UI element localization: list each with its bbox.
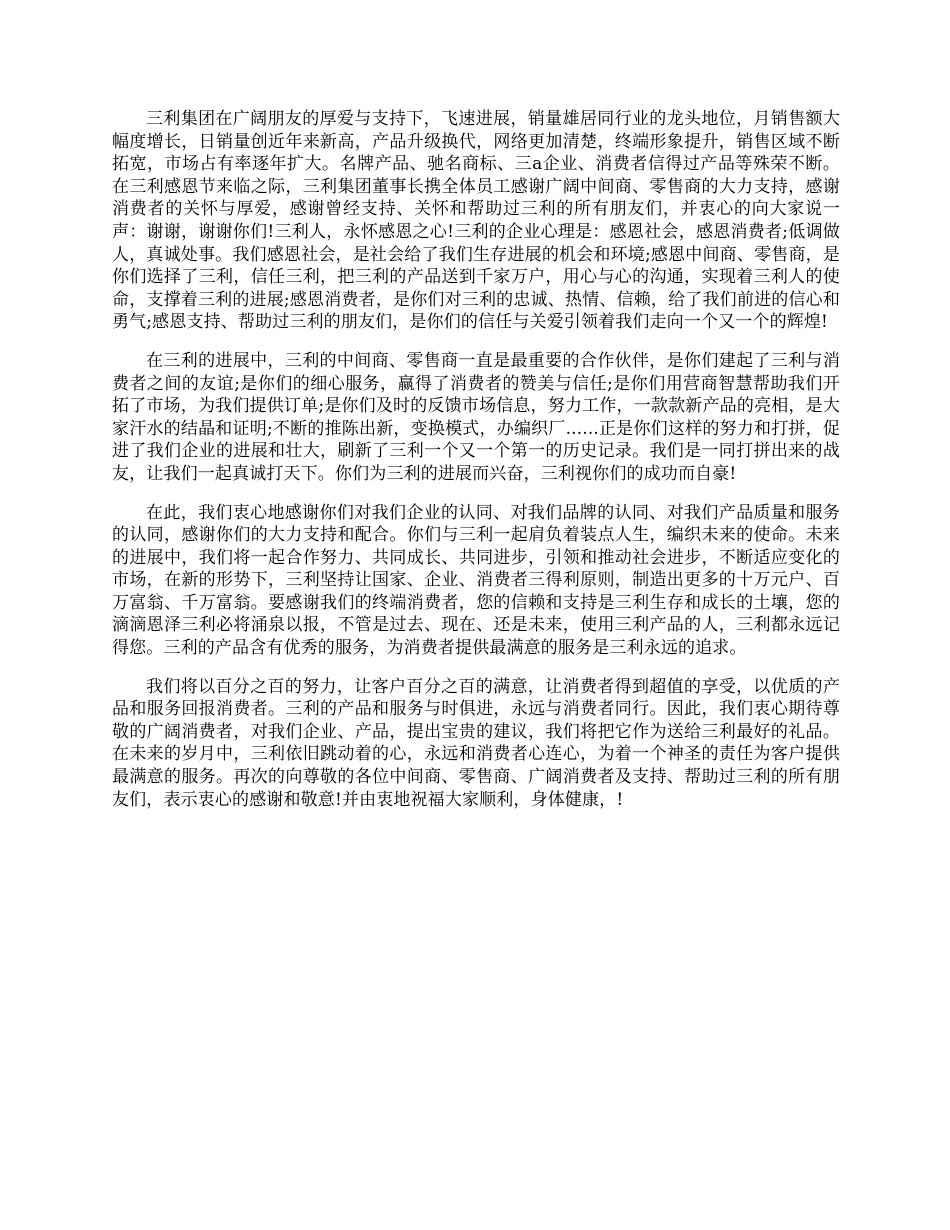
paragraph-4: 我们将以百分之百的努力，让客户百分之百的满意，让消费者得到超值的享受，以优质的产品和服务回报消费者。三利的产品和服务与时俱进，永远与消费者同行。因此，我们衷心期待尊敬的广阔消费者，对我们企业、产品，提出宝贵的建议，我们将把它作为送给三利最好的礼品。在未来的岁月中，三利依旧跳动着的心，永远和消费者心连心，为着一个神圣的责任为客户提供最满意的服务。再次的向尊敬的各位中间商、零售商、广阔消费者及支持、帮助过三利的所有朋友们，表示衷心的感谢和敬意!并由衷地祝福大家顺利，身体健康，! xyxy=(112,676,840,810)
paragraph-2: 在三利的进展中，三利的中间商、零售商一直是最重要的合作伙伴，是你们建起了三利与消费者之间的友谊;是你们的细心服务，赢得了消费者的赞美与信任;是你们用营商智慧帮助我们开拓了市场，为我们提供订单;是你们及时的反馈市场信息，努力工作，一款款新产品的亮相，是大家汗水的结晶和证明;不断的推陈出新，变换模式，办编织厂......正是你们这样的努力和打拼，促进了我们企业的进展和壮大，刷新了三利一个又一个第一的历史记录。我们是一同打拼出来的战友，让我们一起真诚打天下。你们为三利的进展而兴奋，三利视你们的成功而自豪! xyxy=(112,350,840,484)
document-body xyxy=(112,108,840,827)
paragraph-3: 在此，我们衷心地感谢你们对我们企业的认同、对我们品牌的认同、对我们产品质量和服务的认同，感谢你们的大力支持和配合。你们与三利一起肩负着装点人生，编织未来的使命。未来的进展中，我们将一起合作努力、共同成长、共同进步，引领和推动社会进步，不断适应变化的市场，在新的形势下，三利坚持让国家、企业、消费者三得利原则，制造出更多的十万元户、百万富翁、千万富翁。要感谢我们的终端消费者，您的信赖和支持是三利生存和成长的土壤，您的滴滴恩泽三利必将涌泉以报，不管是过去、现在、还是未来，使用三利产品的人，三利都永远记得您。三利的产品含有优秀的服务，为消费者提供最满意的服务是三利永远的追求。 xyxy=(112,502,840,659)
paragraph-1: 三利集团在广阔朋友的厚爱与支持下，飞速进展，销量雄居同行业的龙头地位，月销售额大幅度增长，日销量创近年来新高，产品升级换代，网络更加清楚，终端形象提升，销售区域不断拓宽，市场占有率逐年扩大。名牌产品、驰名商标、三a企业、消费者信得过产品等殊荣不断。在三利感恩节来临之际，三利集团董事长携全体员工感谢广阔中间商、零售商的大力支持，感谢消费者的关怀与厚爱，感谢曾经支持、关怀和帮助过三利的所有朋友们，并衷心的向大家说一声：谢谢，谢谢你们!三利人，永怀感恩之心!三利的企业心理是：感恩社会，感恩消费者;低调做人，真诚处事。我们感恩社会，是社会给了我们生存进展的机会和环境;感恩中间商、零售商，是你们选择了三利，信任三利，把三利的产品送到千家万户，用心与心的沟通，实现着三利人的使命，支撑着三利的进展;感恩消费者，是你们对三利的忠诚、热情、信赖，给了我们前进的信心和勇气;感恩支持、帮助过三利的朋友们，是你们的信任与关爱引领着我们走向一个又一个的辉煌! xyxy=(112,109,840,333)
